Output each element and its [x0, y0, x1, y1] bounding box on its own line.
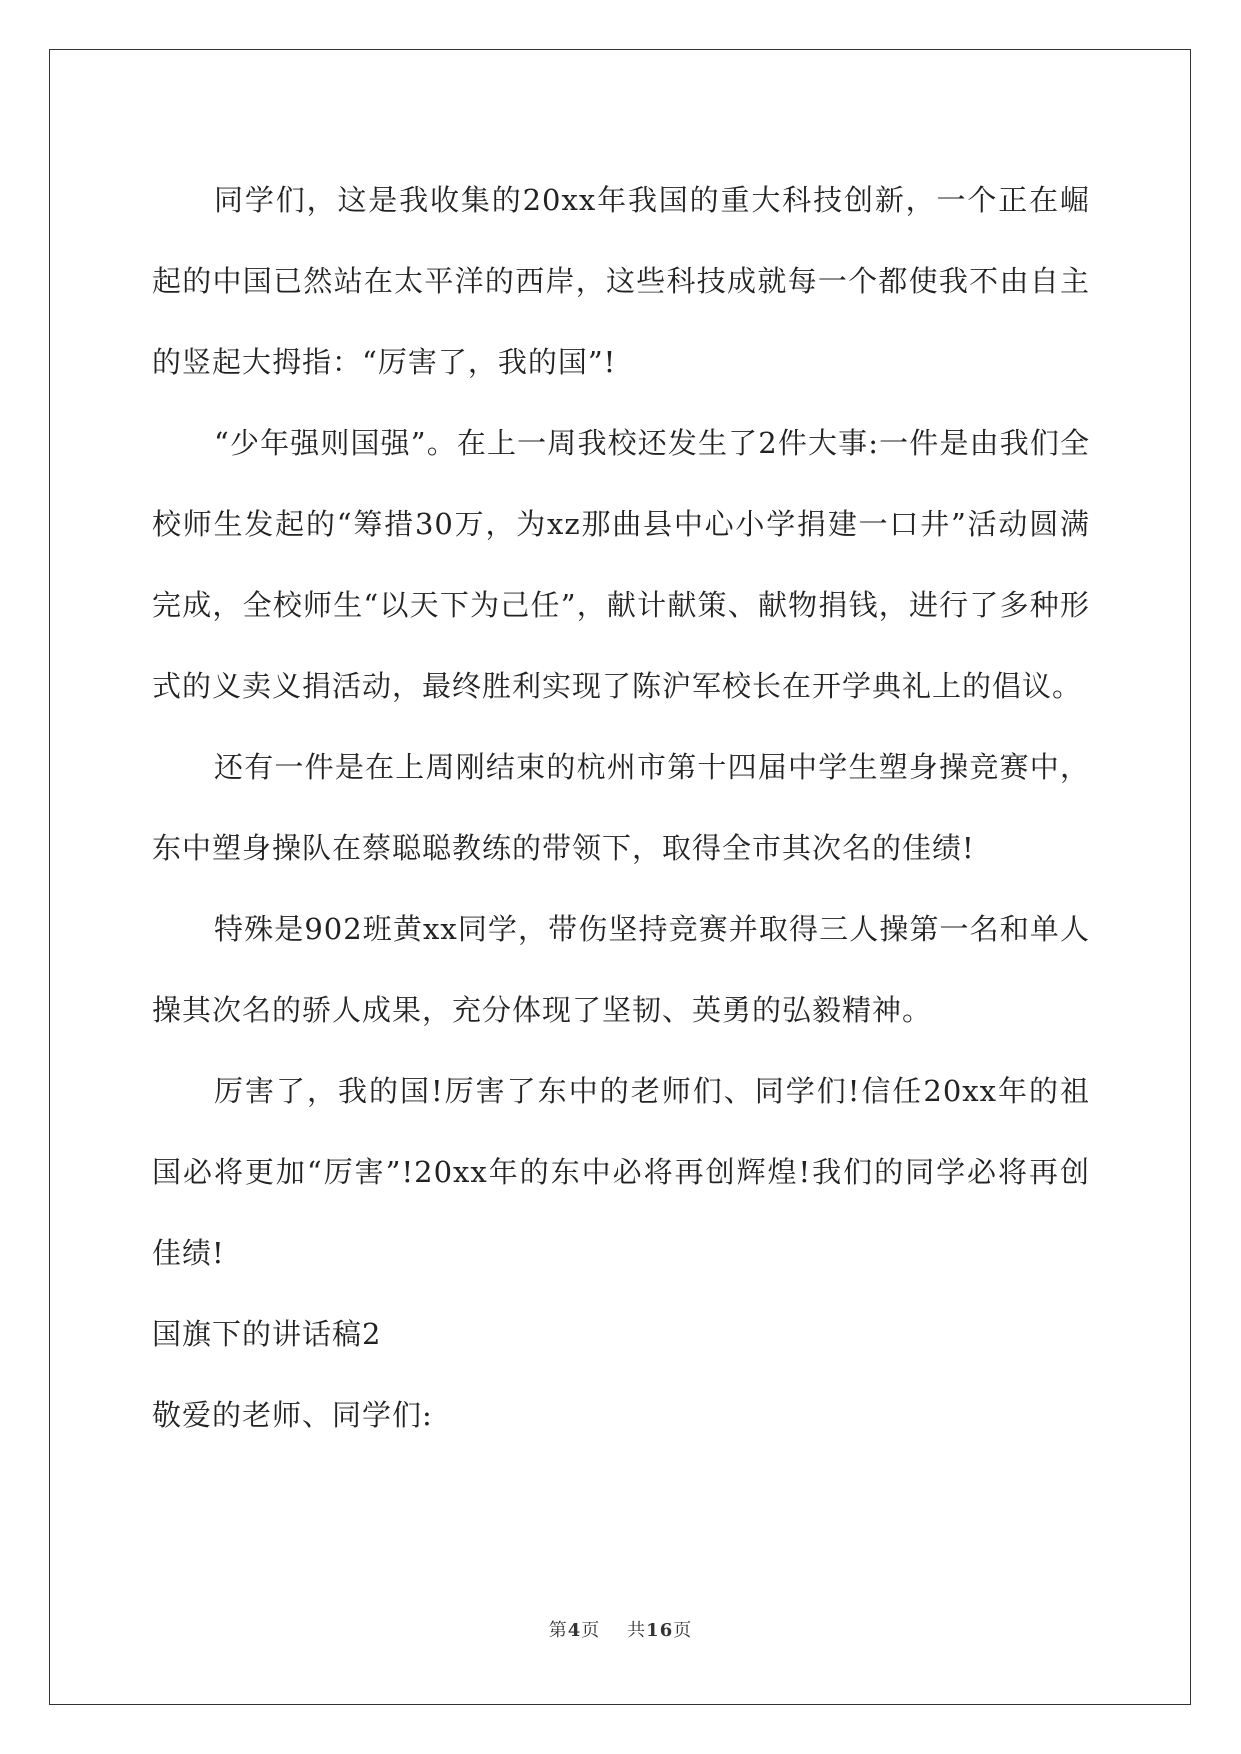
document-body — [152, 160, 1090, 1456]
footer-page-number: 4 — [567, 1620, 582, 1641]
footer-total-prefix: 共 — [627, 1620, 647, 1641]
salutation: 敬爱的老师、同学们: — [152, 1398, 433, 1432]
paragraph-2: “少年强则国强”。在上一周我校还发生了2件大事:一件是由我们全校师生发起的“筹措30万，为xz那曲县中心小学捐建一口井”活动圆满完成，全校师生“以天下为己任”，献计献策、献物捐钱，进行了多种形式的义卖义捐活动，最终胜利实现了陈沪军校长在开学典礼上的倡议。 — [152, 426, 1090, 703]
footer-total-pages: 16 — [646, 1620, 674, 1641]
footer-total-suffix: 页 — [673, 1620, 693, 1641]
footer-prefix: 第 — [548, 1620, 568, 1641]
section-title: 国旗下的讲话稿2 — [152, 1317, 382, 1351]
paragraph-1: 同学们，这是我收集的20xx年我国的重大科技创新，一个正在崛起的中国已然站在太平洋的西岸，这些科技成就每一个都使我不由自主的竖起大拇指：“厉害了，我的国”! — [152, 183, 1090, 379]
paragraph-5: 厉害了，我的国!厉害了东中的老师们、同学们!信任20xx年的祖国必将更加“厉害”!20xx年的东中必将再创辉煌!我们的同学必将再创佳绩! — [152, 1074, 1090, 1270]
page-footer — [0, 1616, 1241, 1642]
paragraph-4: 特殊是902班黄xx同学，带伤坚持竞赛并取得三人操第一名和单人操其次名的骄人成果，充分体现了坚韧、英勇的弘毅精神。 — [152, 912, 1090, 1027]
footer-page-suffix: 页 — [581, 1620, 601, 1641]
paragraph-3: 还有一件是在上周刚结束的杭州市第十四届中学生塑身操竞赛中，东中塑身操队在蔡聪聪教练的带领下，取得全市其次名的佳绩! — [152, 750, 1090, 865]
